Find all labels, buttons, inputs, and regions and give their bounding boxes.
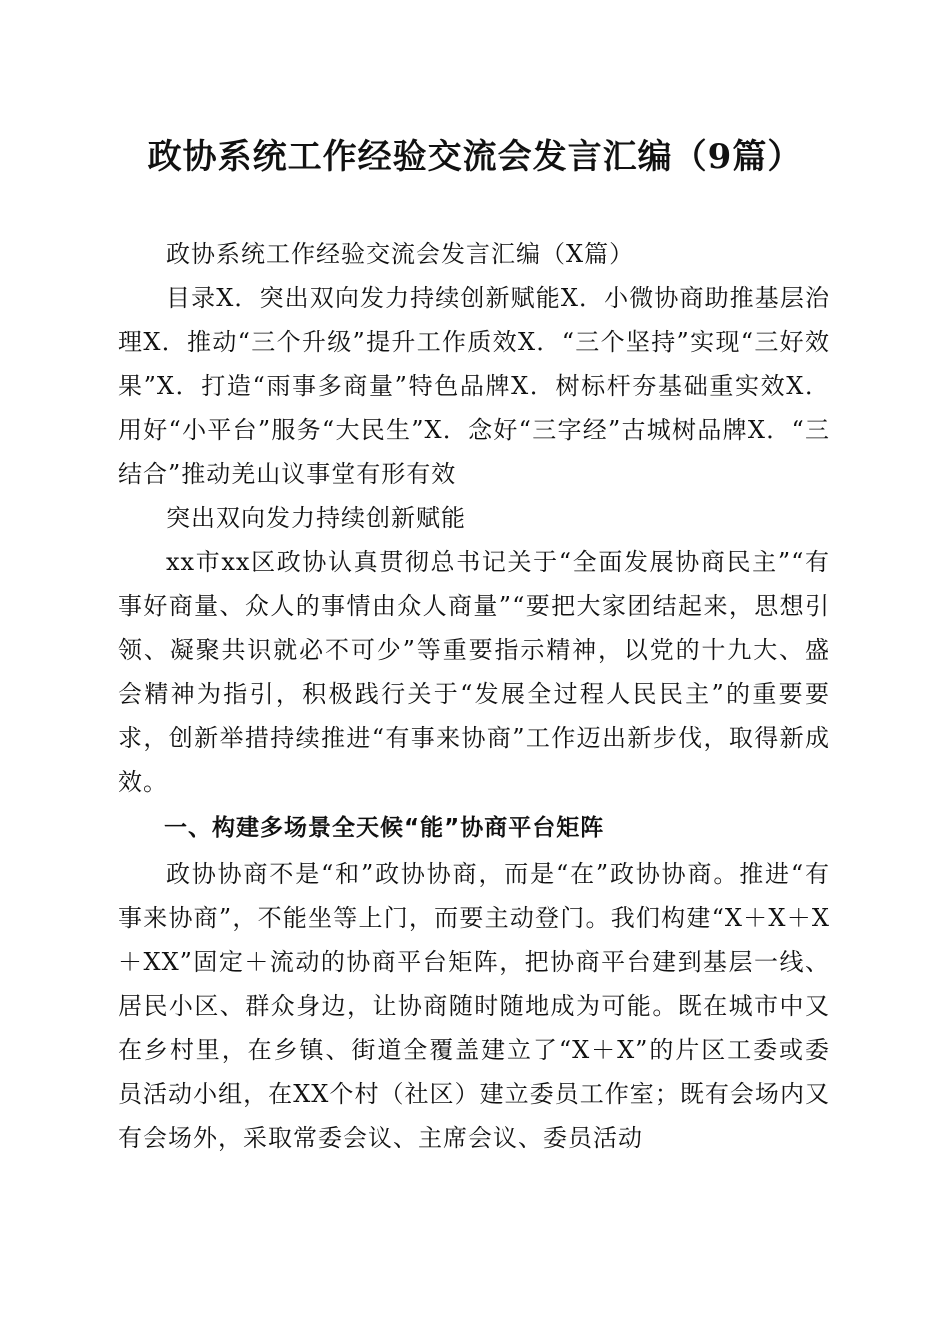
body-paragraph-1: 政协协商不是“和”政协协商，而是“在”政协协商。推进“有事来协商”，不能坐等上门，而要主动登门。我们构建“X＋X＋X＋XX”固定＋流动的协商平台矩阵，把协商平台建到基层一线、居民小区、群众身边，让协商随时随地成为可能。既在城市中又在乡村里，在乡镇、街道全覆盖建立了“X＋X”的片区工委或委员活动小组，在XX个村（社区）建立委员工作室；既有会场内又有会场外，采取常委会议、主席会议、委员活动 [118,860,830,1152]
section-title-paragraph: 突出双向发力持续创新赋能 [166,504,466,532]
document-body [118,232,830,1160]
section-heading-1: 一、构建多场景全天候“能”协商平台矩阵 [164,815,605,841]
table-of-contents-paragraph: 目录X．突出双向发力持续创新赋能X．小微协商助推基层治理X．推动“三个升级”提升工作质效X．“三个坚持”实现“三好效果”X．打造“雨事多商量”特色品牌X．树标杆夯基础重实效X．用好“小平台”服务“大民生”X．念好“三字经”古城树品牌X．“三结合”推动羌山议事堂有形有效 [118,284,830,488]
document-title: 政协系统工作经验交流会发言汇编（9篇） [147,137,803,177]
subtitle-paragraph: 政协系统工作经验交流会发言汇编（X篇） [166,240,635,268]
intro-paragraph: xx市xx区政协认真贯彻总书记关于“全面发展协商民主”“有事好商量、众人的事情由众人商量”“要把大家团结起来，思想引领、凝聚共识就必不可少”等重要指示精神，以党的十九大、盛会精神为指引，积极践行关于“发展全过程人民民主”的重要要求，创新举措持续推进“有事来协商”工作迈出新步伐，取得新成效。 [118,548,830,796]
